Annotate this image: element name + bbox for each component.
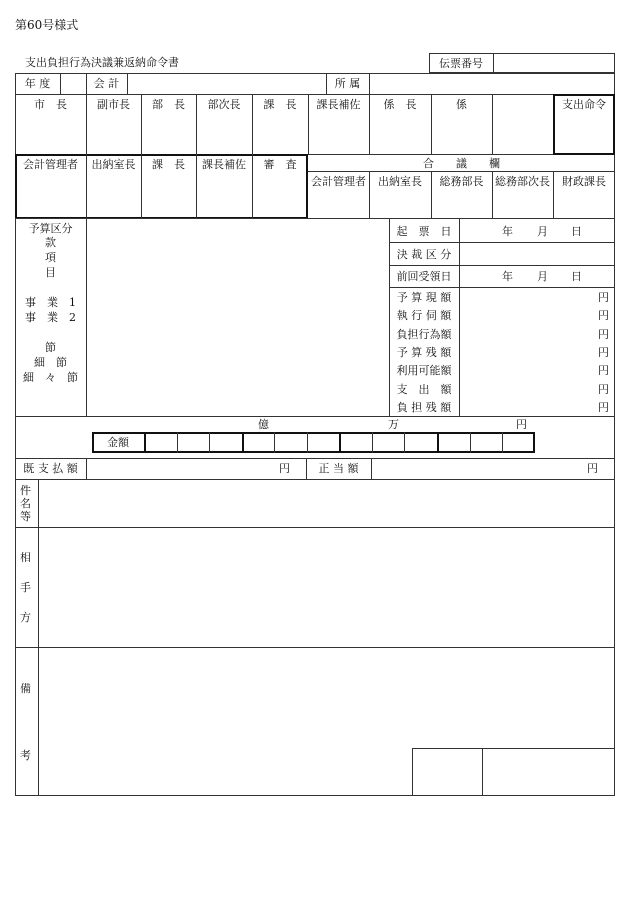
budget-label-5: 事 業 2 [25,311,76,324]
amount-row-yen-0: 円 [598,291,609,304]
amount-row-yen-4: 円 [598,364,609,378]
form-title: 支出負担行為決議兼返納命令書 [25,56,179,69]
approver-top-0: 市 長 [34,98,67,111]
paid-yen: 円 [279,462,290,475]
amount-label: 金額 [107,436,129,449]
consult-item-1: 出納室長 [378,175,422,188]
amount-row-label-1: 執 行 伺 額 [396,309,452,323]
approver-top-1: 副市長 [97,98,130,111]
approver-mid-0: 会計管理者 [23,158,78,171]
consult-item-0: 会計管理者 [311,175,366,188]
yen-label: 円 [516,418,527,431]
decision-type-label: 決 裁 区 分 [396,248,452,261]
remarks-stamp-boxes [412,748,615,796]
draft-year: 年 [502,225,513,238]
draft-month: 月 [537,225,548,238]
budget-label-2: 項 [45,251,56,264]
consult-item-3: 総務部次長 [495,175,550,188]
prev-day: 日 [571,270,582,283]
approver-top-5: 課長補佐 [316,98,361,111]
prev-month: 月 [537,270,548,283]
consult-item-4: 財政課長 [562,175,606,188]
remarks-char-1: 備 [20,682,31,695]
budget-label-3: 目 [45,266,56,279]
dept-label: 所 属 [334,77,361,90]
counterpart-char-1: 相 [20,551,31,564]
budget-label-6: 節 [45,341,56,354]
approver-mid-3: 課長補佐 [202,158,246,171]
amount-row-label-5: 支 出 額 [396,382,452,396]
counterpart-char-3: 方 [20,611,31,624]
approver-top-4: 課 長 [263,98,297,111]
amount-row-yen-1: 円 [598,309,609,323]
budget-label-1: 款 [45,236,56,249]
budget-label-0: 予算区分 [28,222,73,235]
proper-amount-label: 正 当 額 [318,462,359,475]
approver-mid-4: 審 査 [263,158,297,171]
amount-row-label-2: 負担行為額 [396,327,452,341]
draft-day: 日 [571,225,582,238]
amount-row-yen-5: 円 [598,382,609,396]
amount-row-yen-6: 円 [598,400,609,414]
amount-grid [92,432,535,453]
account-label: 会 計 [93,77,120,90]
payment-order-box [553,94,615,155]
amount-row-yen-2: 円 [598,327,609,341]
man-label: 万 [388,418,399,431]
consult-title: 合 議 欄 [423,157,500,170]
proper-yen: 円 [587,462,598,475]
approver-mid-1: 出納室長 [91,158,136,171]
approver-top-3: 部次長 [207,98,241,111]
approver-top-2: 部 長 [152,98,185,111]
draft-date-label: 起 票 日 [396,225,452,238]
budget-label-8: 細 々 節 [23,371,78,384]
approver-mid-2: 課 長 [152,158,185,171]
approver-top-6: 係 長 [383,98,417,111]
prev-year: 年 [502,270,513,283]
amount-row-label-0: 予 算 現 額 [396,291,452,304]
subject-label: 件名等 [20,484,31,523]
approver-top-9: 支出命令 [562,98,606,111]
consult-item-2: 総務部長 [439,175,484,188]
oku-label: 億 [258,418,269,431]
form-number: 第60号様式 [15,18,79,32]
amount-row-label-6: 負 担 残 額 [396,400,452,414]
slip-number-label: 伝票番号 [439,57,483,70]
prev-received-label: 前回受領日 [396,270,452,283]
approver-top-7: 係 [456,98,467,111]
budget-label-4: 事 業 1 [25,296,76,309]
remarks-char-2: 考 [20,749,31,762]
fiscal-year-label: 年 度 [24,77,51,90]
amount-row-label-3: 予 算 残 額 [396,345,452,359]
budget-label-7: 細 節 [34,356,67,369]
amount-row-yen-3: 円 [598,345,609,359]
amount-row-label-4: 利用可能額 [396,364,452,378]
paid-amount-label: 既 支 払 額 [23,462,78,475]
counterpart-char-2: 手 [20,581,31,594]
